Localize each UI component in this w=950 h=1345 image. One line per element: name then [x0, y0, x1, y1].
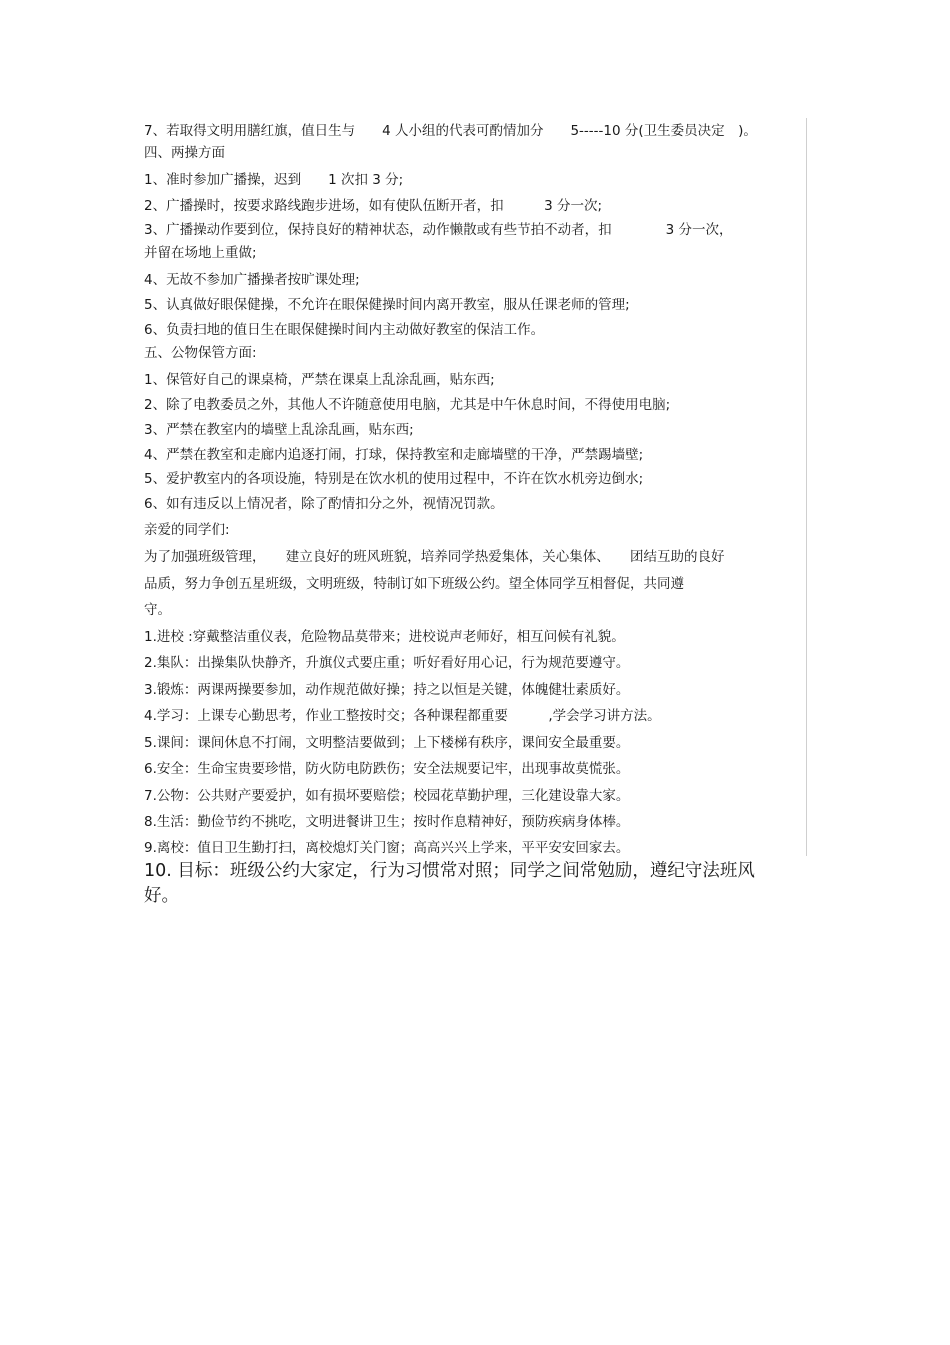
text-line: 为了加强班级管理， 建立良好的班风班貌，培养同学热爱集体，关心集体、 团结互助的良好 — [144, 549, 725, 565]
text-line: 守。 — [144, 602, 171, 618]
text-line: 3、广播操动作要到位，保持良好的精神状态，动作懒散或有些节拍不动者，扣 3 分一次， — [144, 222, 733, 238]
greeting: 亲爱的同学们: — [144, 522, 230, 538]
rule-item: 3.锻炼：两课两操要参加，动作规范做好操；持之以恒是关键，体魄健壮素质好。 — [144, 682, 630, 698]
text-line: 3、严禁在教室内的墙壁上乱涂乱画，贴东西; — [144, 422, 414, 438]
text-line: 6、负责扫地的值日生在眼保健操时间内主动做好教室的保洁工作。 — [144, 322, 545, 338]
text-line: 7、若取得文明用膳红旗，值日生与 4 人小组的代表可酌情加分 5-----10 分(卫生委员决定 )。 — [144, 123, 757, 139]
text-line: 1、保管好自己的课桌椅，严禁在课桌上乱涂乱画，贴东西; — [144, 372, 495, 388]
text-line: 2、广播操时，按要求路线跑步进场，如有使队伍断开者，扣 3 分一次; — [144, 198, 603, 214]
text-line: 6、如有违反以上情况者，除了酌情扣分之外，视情况罚款。 — [144, 496, 504, 512]
text-line: 5、认真做好眼保健操，不允许在眼保健操时间内离开教室，服从任课老师的管理; — [144, 297, 630, 313]
text-line: 4、无故不参加广播操者按旷课处理; — [144, 272, 360, 288]
closing-line: 好。 — [144, 886, 179, 906]
rule-item: 8.生活：勤俭节约不挑吃，文明进餐讲卫生；按时作息精神好，预防疾病身体棒。 — [144, 814, 630, 830]
rule-item: 6.安全：生命宝贵要珍惜，防火防电防跌伤；安全法规要记牢，出现事故莫慌张。 — [144, 761, 630, 777]
closing-line: 10. 目标：班级公约大家定，行为习惯常对照；同学之间常勉励，遵纪守法班风 — [144, 861, 755, 881]
rule-item: 4.学习：上课专心勤思考，作业工整按时交；各种课程都重要 ,学会学习讲方法。 — [144, 708, 661, 724]
rule-item: 7.公物：公共财产要爱护，如有损坏要赔偿；校园花草勤护理，三化建设靠大家。 — [144, 788, 630, 804]
text-line: 并留在场地上重做; — [144, 245, 257, 261]
text-line: 品质，努力争创五星班级，文明班级，特制订如下班级公约。望全体同学互相督促，共同遵 — [144, 576, 684, 592]
rule-item: 1.进校 :穿戴整洁重仪表，危险物品莫带来；进校说声老师好，相互问候有礼貌。 — [144, 629, 625, 645]
text-line: 4、严禁在教室和走廊内追逐打闹，打球，保持教室和走廊墙壁的干净，严禁踢墙壁; — [144, 447, 644, 463]
rule-item: 2.集队：出操集队快静齐，升旗仪式要庄重；听好看好用心记，行为规范要遵守。 — [144, 655, 630, 671]
text-line: 5、爱护教室内的各项设施，特别是在饮水机的使用过程中，不许在饮水机旁边倒水; — [144, 471, 644, 487]
text-line: 2、除了电教委员之外，其他人不许随意使用电脑，尤其是中午休息时间，不得使用电脑; — [144, 397, 671, 413]
section-heading: 五、公物保管方面: — [144, 345, 257, 361]
text-line: 1、准时参加广播操，迟到 1 次扣 3 分; — [144, 172, 404, 188]
right-border-rule — [806, 118, 807, 856]
section-heading: 四、两操方面 — [144, 145, 225, 161]
rule-item: 5.课间：课间休息不打闹，文明整洁要做到；上下楼梯有秩序，课间安全最重要。 — [144, 735, 630, 751]
rule-item: 9.离校：值日卫生勤打扫，离校熄灯关门窗；高高兴兴上学来，平平安安回家去。 — [144, 840, 630, 856]
